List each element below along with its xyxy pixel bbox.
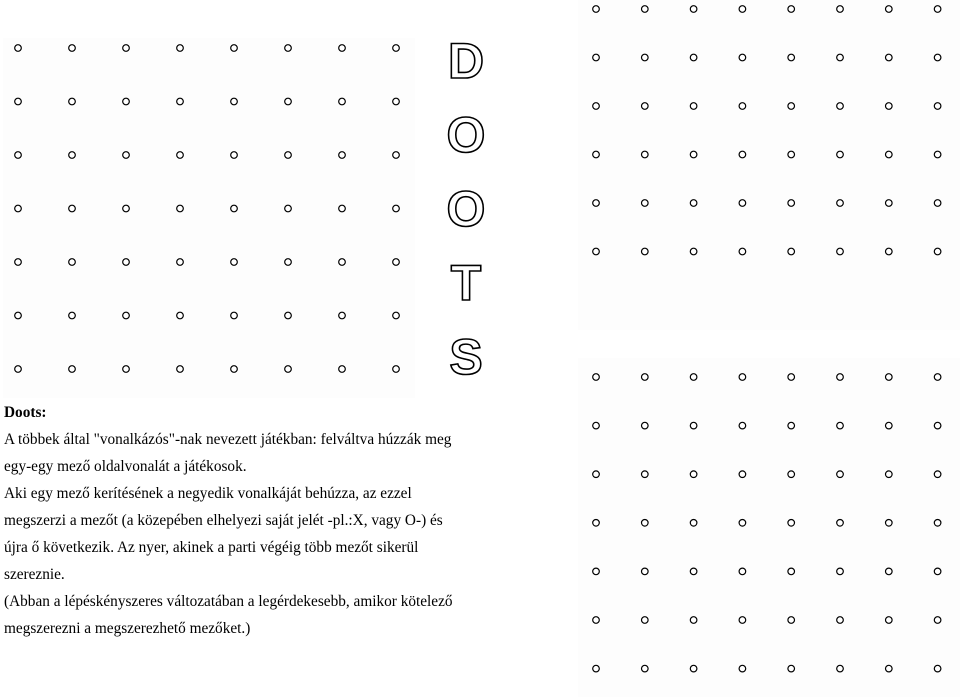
rules-line-2: egy-egy mező oldalvonalát a játékosok. [4,458,247,475]
grid-dot [788,665,795,672]
grid-dot [739,248,746,255]
grid-dot [934,54,941,61]
grid-dot [739,471,746,478]
grid-dot [934,520,941,527]
grid-dot [593,151,600,158]
grid-dot [339,312,346,319]
grid-dot [593,6,600,13]
grid-dot [837,6,844,13]
grid-dot [690,617,697,624]
grid-dot [123,98,130,105]
grid-dot [788,54,795,61]
rules-line-8: megszerezni a megszerezhető mezőket.) [4,620,251,637]
dot-grid-right-top [578,0,960,330]
grid-dot [886,568,893,575]
grid-dot [642,374,649,381]
grid-dot [177,259,184,266]
grid-dot [690,151,697,158]
grid-dot [934,151,941,158]
grid-dot [837,54,844,61]
rules-line-6: szereznie. [4,566,65,583]
grid-dot [69,98,76,105]
grid-dot [934,422,941,429]
rules-line-5: újra ő következik. Az nyer, akinek a parti végéig több mezőt sikerül [4,539,419,556]
grid-dot [886,520,893,527]
grid-dot [788,6,795,13]
grid-dot [886,471,893,478]
grid-dot [934,665,941,672]
grid-dot [690,422,697,429]
grid-dot [231,205,238,212]
grid-dot [934,471,941,478]
dot-grid-right-top-svg [578,0,960,330]
grid-dot [837,103,844,110]
grid-dot [690,665,697,672]
grid-dot [690,200,697,207]
grid-dot [231,259,238,266]
grid-dot [231,98,238,105]
rules-line-4: megszerzi a mezőt (a közepében elhelyezi saját jelét -pl.:X, vagy O-) és [4,512,443,529]
grid-dot [642,54,649,61]
grid-dot [123,152,130,159]
grid-dot [339,366,346,373]
grid-dot [739,6,746,13]
grid-dot [285,152,292,159]
grid-dot [739,54,746,61]
grid-dot [393,259,400,266]
grid-dot [393,366,400,373]
grid-dot [393,205,400,212]
grid-dot [69,366,76,373]
grid-dot [886,151,893,158]
grid-dot [15,312,22,319]
grid-dot [739,520,746,527]
grid-dot [788,422,795,429]
grid-dot [837,568,844,575]
grid-dot [837,200,844,207]
grid-dot [934,617,941,624]
grid-dot [642,665,649,672]
grid-dot [393,45,400,52]
grid-dot [886,422,893,429]
grid-dot [593,103,600,110]
grid-dot [69,312,76,319]
grid-dot [123,45,130,52]
grid-dot [642,200,649,207]
grid-dot [339,45,346,52]
grid-dot [690,103,697,110]
dot-grid-right-bottom-svg [578,358,960,697]
rules-text [4,399,574,642]
grid-dot [285,312,292,319]
title-letter-o2: O [446,181,486,237]
grid-dot [339,152,346,159]
title-letter-t: T [450,255,482,311]
grid-dot [593,520,600,527]
grid-dot [393,312,400,319]
dot-grid-right-bottom [578,358,960,697]
grid-dot [593,471,600,478]
grid-dot [285,205,292,212]
grid-dot [788,103,795,110]
grid-dot [642,6,649,13]
grid-dot [642,422,649,429]
grid-dot [15,259,22,266]
grid-dot [642,471,649,478]
grid-dot [642,151,649,158]
grid-dot [886,374,893,381]
grid-dot [593,200,600,207]
grid-dot [837,374,844,381]
grid-dot [593,54,600,61]
grid-dot [739,103,746,110]
grid-dot [739,665,746,672]
grid-dot [15,205,22,212]
rules-line-7: (Abban a lépéskényszeres változatában a legérdekesebb, amikor kötelező [4,593,453,610]
grid-dot [231,312,238,319]
grid-dot [642,617,649,624]
grid-dot [788,374,795,381]
grid-dot [123,259,130,266]
grid-dot [837,617,844,624]
grid-dot [69,259,76,266]
grid-dot [690,6,697,13]
grid-dot [739,151,746,158]
grid-dot [934,374,941,381]
grid-dot [15,366,22,373]
grid-dot [123,366,130,373]
grid-dot [231,366,238,373]
grid-dot [837,665,844,672]
rules-line-3: Aki egy mező kerítésének a negyedik vonalkáját behúzza, az ezzel [4,485,412,502]
grid-dot [123,312,130,319]
grid-dot [739,200,746,207]
grid-dot [177,312,184,319]
grid-dot [642,520,649,527]
grid-dot [642,568,649,575]
grid-dot [739,374,746,381]
grid-dot [339,98,346,105]
grid-dot [739,422,746,429]
grid-dot [393,98,400,105]
grid-dot [886,6,893,13]
grid-dot [123,205,130,212]
grid-dot [690,520,697,527]
grid-dot [934,248,941,255]
grid-dot [69,205,76,212]
grid-dot [177,152,184,159]
grid-dot [285,366,292,373]
grid-dot [690,54,697,61]
grid-dot [788,568,795,575]
grid-dot [837,471,844,478]
grid-dot [642,103,649,110]
grid-dot [934,103,941,110]
dot-grid-left [3,38,415,398]
grid-dot [934,6,941,13]
grid-dot [690,568,697,575]
grid-dot [285,45,292,52]
grid-dot [393,152,400,159]
grid-dot [837,248,844,255]
grid-dot [177,98,184,105]
grid-dot [285,98,292,105]
title-letter-d: D [447,33,485,89]
rules-heading: Doots: [4,404,47,421]
grid-dot [886,200,893,207]
grid-dot [339,259,346,266]
grid-dot [593,422,600,429]
grid-dot [837,422,844,429]
grid-dot [69,152,76,159]
grid-dot [886,665,893,672]
grid-dot [739,568,746,575]
grid-dot [15,152,22,159]
grid-dot [177,45,184,52]
grid-dot [739,617,746,624]
grid-dot [690,248,697,255]
grid-dot [642,248,649,255]
grid-dot [788,520,795,527]
grid-dot [788,471,795,478]
grid-dot [837,520,844,527]
dot-grid-left-svg [3,38,415,398]
doots-title [440,30,500,390]
grid-dot [177,366,184,373]
grid-dot [285,259,292,266]
grid-dot [788,151,795,158]
grid-dot [231,152,238,159]
grid-dot [69,45,76,52]
grid-dot [339,205,346,212]
grid-dot [593,617,600,624]
grid-dot [593,374,600,381]
grid-dot [231,45,238,52]
rules-line-1: A többek által "vonalkázós"-nak nevezett játékban: felváltva húzzák meg [4,431,452,448]
grid-dot [886,248,893,255]
grid-dot [690,471,697,478]
grid-dot [788,248,795,255]
grid-dot [886,103,893,110]
grid-dot [177,205,184,212]
grid-dot [886,617,893,624]
grid-dot [788,200,795,207]
grid-dot [15,45,22,52]
grid-dot [837,151,844,158]
grid-dot [934,568,941,575]
grid-dot [934,200,941,207]
grid-dot [886,54,893,61]
grid-dot [690,374,697,381]
grid-dot [593,665,600,672]
title-letter-s: S [449,329,483,385]
grid-dot [788,617,795,624]
grid-dot [593,248,600,255]
title-letter-o1: O [446,107,486,163]
grid-dot [15,98,22,105]
grid-dot [593,568,600,575]
